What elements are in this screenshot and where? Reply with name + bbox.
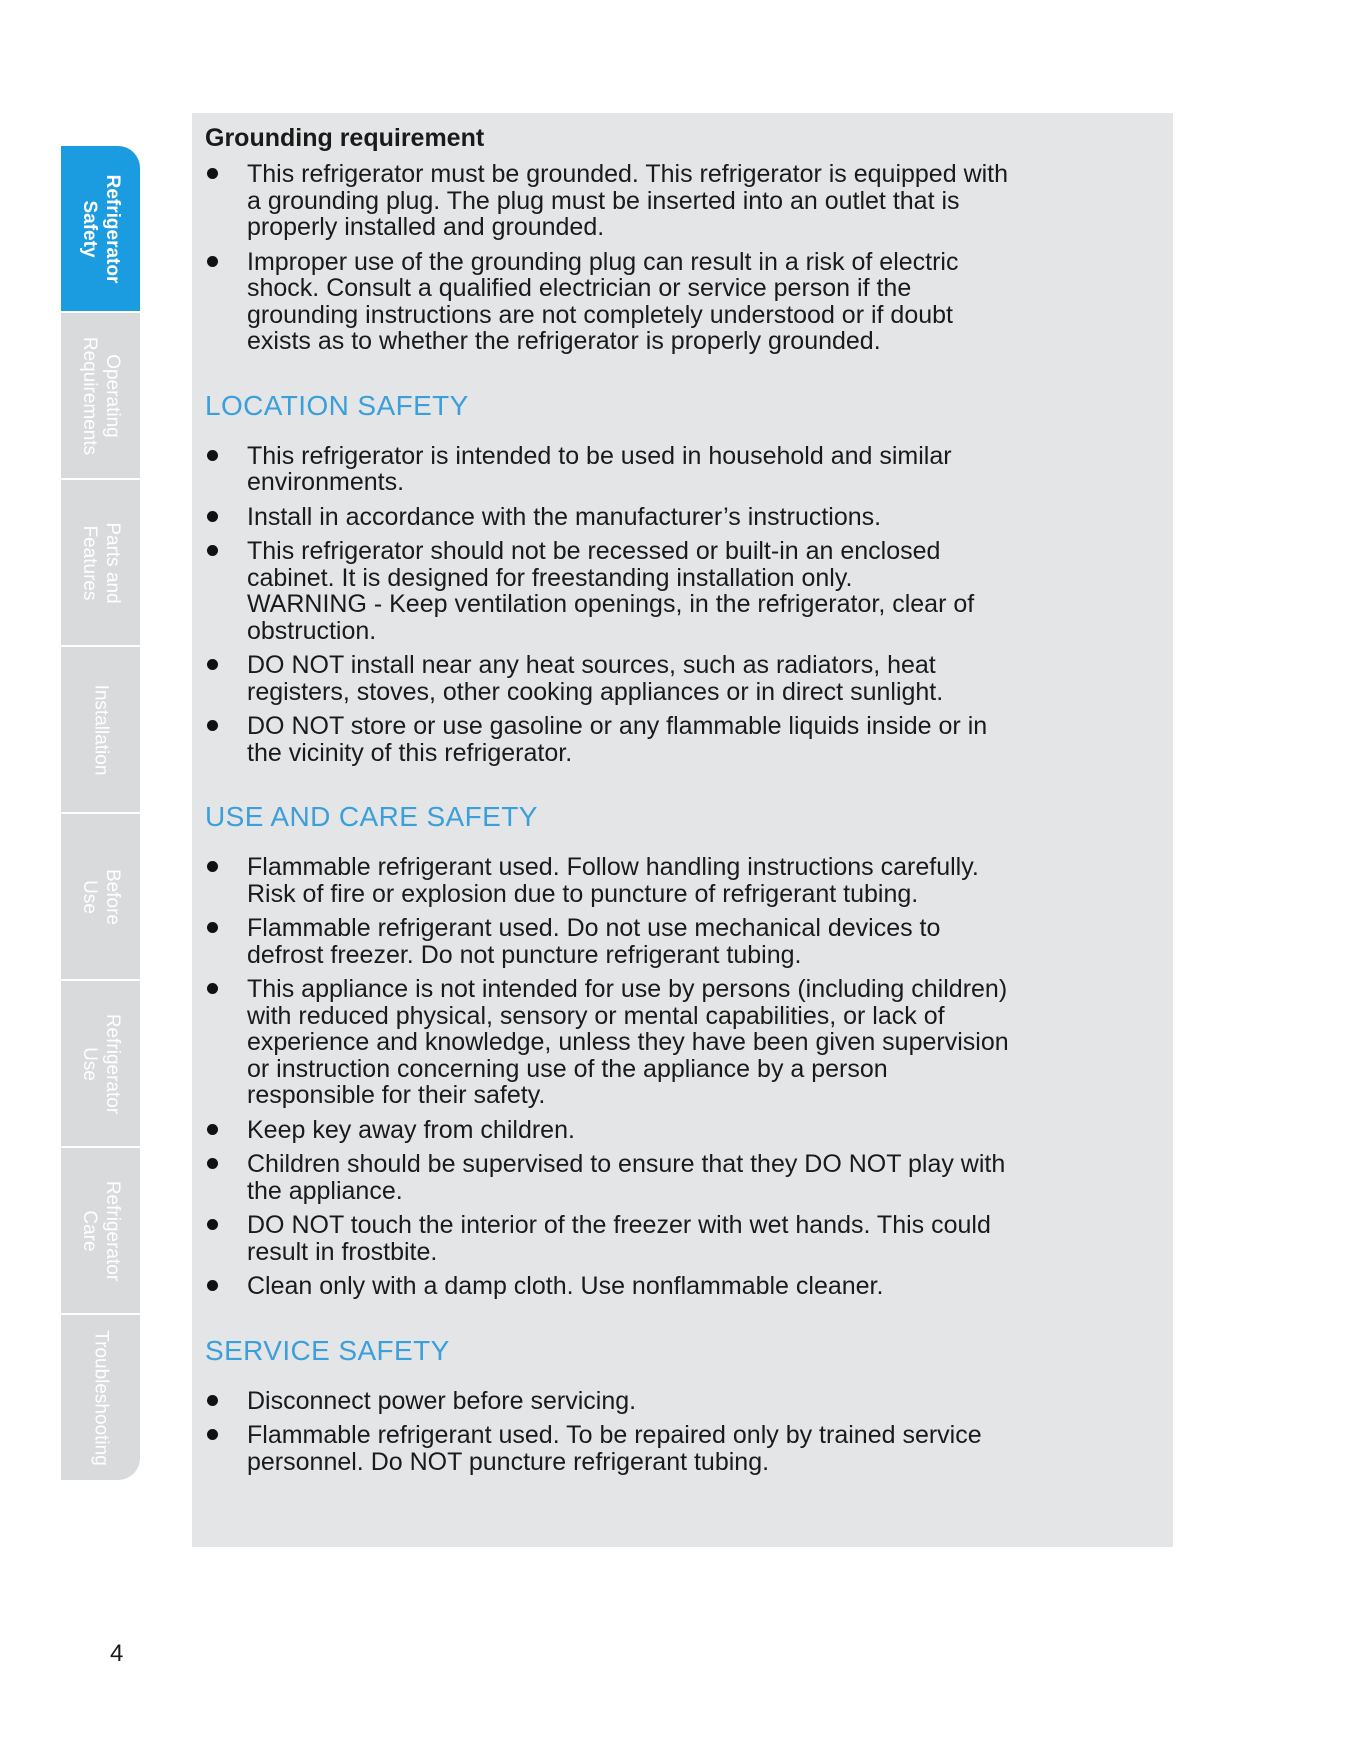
- location-safety-heading: LOCATION SAFETY: [205, 389, 469, 421]
- list-item: [205, 976, 1165, 1109]
- location-safety-list: [205, 443, 1165, 767]
- list-item-text: DO NOT install near any heat sources, such as radiators, heat registers, stoves, other cooking appliances or in direct sunlight.: [247, 651, 944, 706]
- tab-troubleshooting[interactable]: [61, 1315, 140, 1480]
- tab-operating-requirements[interactable]: [61, 313, 140, 480]
- bullet-icon: [207, 1429, 218, 1440]
- list-item-text: Flammable refrigerant used. Follow handling instructions carefully. Risk of fire or explosion due to puncture of refrigerant tubing.: [247, 853, 979, 908]
- bullet-icon: [207, 1219, 218, 1230]
- use-care-safety-list: [205, 854, 1165, 1300]
- list-item: [205, 1212, 1165, 1265]
- tab-installation[interactable]: [61, 647, 140, 814]
- list-item-text: Clean only with a damp cloth. Use nonflammable cleaner.: [247, 1272, 884, 1300]
- list-item: [205, 915, 1165, 968]
- tab-label: Installation: [90, 684, 111, 775]
- tab-refrigerator-use[interactable]: [61, 981, 140, 1148]
- list-item-text: Improper use of the grounding plug can result in a risk of electric shock. Consult a qualified electrician or service person if the grounding instructions are not completely understood or if doubt exists as to whether the refrigerator is properly grounded.: [247, 247, 959, 355]
- tab-parts-and-features[interactable]: [61, 480, 140, 647]
- bullet-icon: [207, 1280, 218, 1291]
- list-item: [205, 249, 1165, 355]
- list-item: [205, 854, 1165, 907]
- tab-label: Operating Requirements: [78, 336, 123, 455]
- service-safety-heading: SERVICE SAFETY: [205, 1334, 450, 1366]
- bullet-icon: [207, 511, 218, 522]
- list-item-text: Install in accordance with the manufacturer’s instructions.: [247, 502, 882, 531]
- list-item: [205, 652, 1165, 705]
- list-item: [205, 161, 1165, 241]
- tab-refrigerator-care[interactable]: [61, 1148, 140, 1315]
- list-item-text: Disconnect power before servicing.: [247, 1386, 637, 1415]
- bullet-icon: [207, 861, 218, 872]
- list-item: [205, 713, 1165, 766]
- list-item-text: Flammable refrigerant used. To be repaired only by trained service personnel. Do NOT puncture refrigerant tubing.: [247, 1421, 982, 1476]
- tab-label: Before Use: [78, 868, 123, 925]
- bullet-icon: [207, 720, 218, 731]
- list-item-text: Keep key away from children.: [247, 1115, 575, 1144]
- bullet-icon: [207, 1395, 218, 1406]
- bullet-icon: [207, 450, 218, 461]
- list-item: [205, 1422, 1165, 1475]
- page-number: 4: [110, 1640, 124, 1667]
- list-item-text: This refrigerator is intended to be used in household and similar environments.: [247, 441, 952, 496]
- list-item-text: DO NOT store or use gasoline or any flammable liquids inside or in the vicinity of this refrigerator.: [247, 712, 988, 767]
- safety-panel: [192, 113, 1173, 1547]
- bullet-icon: [207, 1158, 218, 1169]
- tab-label: Refrigerator Safety: [78, 174, 123, 283]
- tab-refrigerator-safety[interactable]: [61, 146, 140, 313]
- list-item: [205, 504, 1165, 531]
- list-item-text: This refrigerator should not be recessed or built-in an enclosed cabinet. It is designed for freestanding installation only. WARNING - Keep ventilation openings, in the refrigerator, clear of obstruction.: [247, 537, 975, 645]
- tab-before-use[interactable]: [61, 814, 140, 981]
- list-item: [205, 1273, 1165, 1300]
- list-item-text: Flammable refrigerant used. Do not use mechanical devices to defrost freezer. Do not puncture refrigerant tubing.: [247, 914, 941, 969]
- grounding-list: [205, 161, 1165, 355]
- list-item-text: DO NOT touch the interior of the freezer with wet hands. This could result in frostbite.: [247, 1211, 991, 1266]
- side-tab-navigation: [61, 146, 140, 1480]
- grounding-heading: Grounding requirement: [205, 124, 485, 152]
- use-care-safety-heading: USE AND CARE SAFETY: [205, 801, 538, 832]
- list-item: [205, 538, 1165, 644]
- bullet-icon: [207, 983, 218, 994]
- panel-content: [205, 123, 1165, 1475]
- list-item: [205, 1117, 1165, 1144]
- list-item: [205, 1388, 1165, 1415]
- list-item: [205, 443, 1165, 496]
- tab-label: Parts and Features: [78, 521, 123, 604]
- list-item-text: This appliance is not intended for use by persons (including children) with reduced physical, sensory or mental capabilities, or lack of experience and knowledge, unless they have been given supervision or instruction concerning use of the appliance by a person responsible for their safety.: [247, 975, 1009, 1109]
- bullet-icon: [207, 922, 218, 933]
- tab-label: Troubleshooting: [90, 1329, 111, 1466]
- list-item: [205, 1151, 1165, 1204]
- tab-label: Refrigerator Use: [78, 1013, 123, 1114]
- list-item-text: This refrigerator must be grounded. This refrigerator is equipped with a grounding plug. The plug must be inserted into an outlet that is properly installed and grounded.: [247, 160, 1009, 241]
- bullet-icon: [207, 659, 218, 670]
- bullet-icon: [207, 168, 218, 179]
- list-item-text: Children should be supervised to ensure that they DO NOT play with the appliance.: [247, 1150, 1006, 1205]
- bullet-icon: [207, 545, 218, 556]
- service-safety-list: [205, 1388, 1165, 1476]
- bullet-icon: [207, 256, 218, 267]
- tab-label: Refrigerator Care: [78, 1180, 123, 1281]
- bullet-icon: [207, 1124, 218, 1135]
